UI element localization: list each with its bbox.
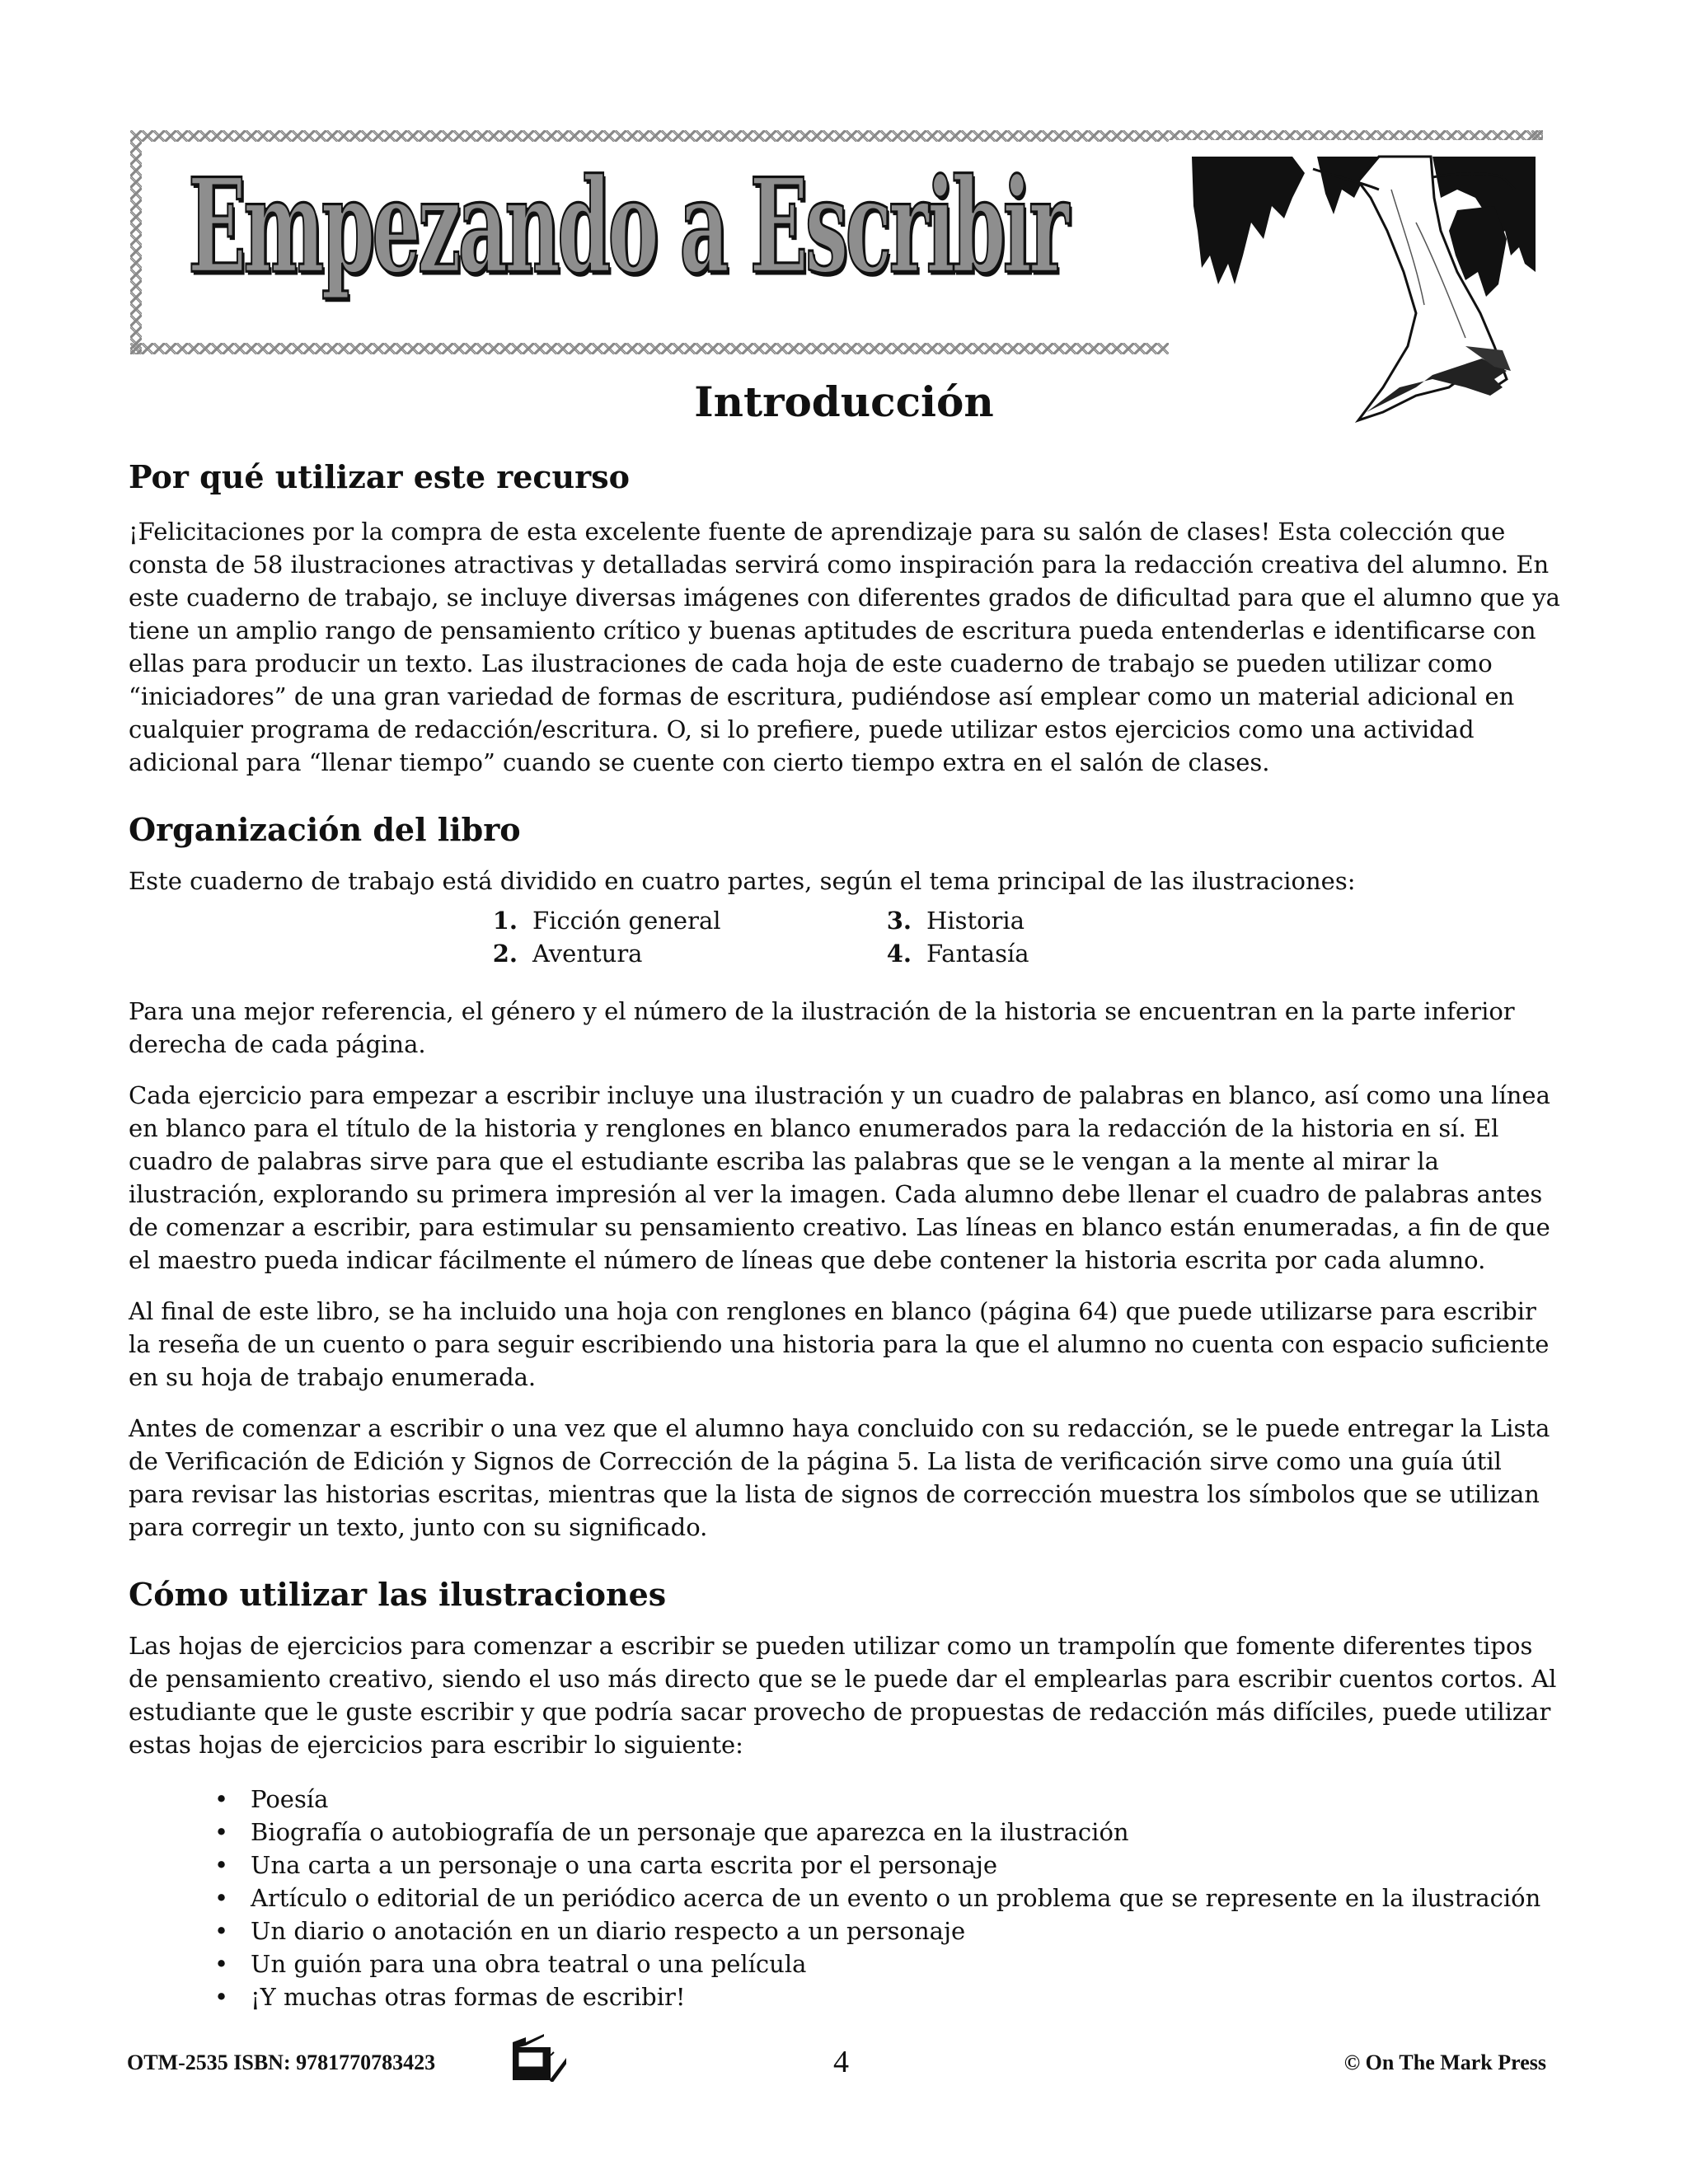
bullet-icon: • [214,1917,229,1945]
copyright-notice: © On The Mark Press [1343,2050,1546,2074]
introduction-heading-text: Introducción [694,377,994,426]
list-label: Un guión para una obra teatral o una película [251,1950,807,1978]
list-label: Artículo o editorial de un periódico acerca de un evento o un problema que se represente en la ilustración [251,1884,1541,1912]
list-item [214,1882,1563,1915]
list-label: Aventura [532,940,643,968]
list-item [475,937,642,970]
introduction-heading [0,377,1688,427]
list-label: Historia [926,907,1025,935]
bullet-icon: • [214,1884,229,1912]
bullet-icon: • [214,1950,229,1978]
list-number: 3. [886,907,912,935]
document-body [129,457,1563,2013]
parts-list [129,904,1563,977]
decorative-border-left [130,130,142,354]
section-heading-organization: Organización del libro [129,811,521,848]
paragraph: Antes de comenzar a escribir o una vez que el alumno haya concluido con su redacción, se le puede entregar la Lista de Verificación de Edición y Signos de Corrección de la página 5. La lista de verificación sirve como una guía útil para revisar las historias escritas, mientras que la lista de signos de corrección muestra los símbolos que se utilizan para corregir un texto, junto con su significado. [129,1414,1550,1541]
list-label: Ficción general [532,907,721,935]
section-why [129,457,1563,779]
paragraph: Para una mejor referencia, el género y el número de la ilustración de la historia se encuentran en la parte inferior derecha de cada página. [129,997,1515,1058]
writing-forms-list [129,1783,1563,2013]
list-item [869,937,1029,970]
banner-title: Empezando a Escribir [188,150,1067,303]
paragraph: Al final de este libro, se ha incluido una hoja con renglones en blanco (página 64) que puede utilizarse para escribir la reseña de un cuento o para seguir escribiendo una historia para la que el alumno no cuenta con espacio suficiente en su hoja de trabajo enumerada. [129,1297,1550,1391]
list-label: Biografía o autobiografía de un personaje que aparezca en la ilustración [251,1818,1129,1846]
list-item [214,1849,1563,1882]
list-number: 1. [492,907,518,935]
list-number: 2. [492,940,518,968]
list-label: Poesía [251,1785,329,1813]
bullet-icon: • [214,1983,229,2011]
list-item [475,904,721,937]
page-number: 4 [833,2045,849,2079]
section-how [129,1575,1563,2013]
list-number: 4. [886,940,912,968]
list-item [214,1947,1563,1980]
bullet-icon: • [214,1818,229,1846]
page-footer [127,2027,1546,2085]
list-label: Fantasía [926,940,1029,968]
section-heading-how: Cómo utilizar las ilustraciones [129,1576,667,1613]
isbn-code: OTM-2535 ISBN: 9781770783423 [127,2050,436,2074]
bullet-icon: • [214,1785,229,1813]
paragraph: Cada ejercicio para empezar a escribir incluye una ilustración y un cuadro de palabras en blanco, así como una línea en blanco para el título de la historia y renglones en blanco enumerados para la redacción de la historia en sí. El cuadro de palabras sirve para que el estudiante escriba las palabras que se le vengan a la mente al mirar la ilustración, explorando su primera impresión al ver la imagen. Cada alumno debe llenar el cuadro de palabras antes de comenzar a escribir, para estimular su pensamiento creativo. Las líneas en blanco están enumeradas, a fin de que el maestro pueda indicar fácilmente el número de líneas que debe contener la historia escrita por cada alumno. [129,1081,1550,1274]
list-item [214,1783,1563,1816]
list-item [214,1816,1563,1849]
list-item [214,1915,1563,1947]
paragraph: Las hojas de ejercicios para comenzar a escribir se pueden utilizar como un trampolín que fomente diferentes tipos de pensamiento creativo, siendo el uso más directo que se le puede dar el emplearlas para escribir cuentos cortos. Al estudiante que le guste escribir y que podría sacar provecho de propuestas de redacción más difíciles, puede utilizar estas hojas de ejercicios para escribir lo siguiente: [129,1632,1557,1759]
paragraph: ¡Felicitaciones por la compra de esta excelente fuente de aprendizaje para su salón de clases! Esta colección que consta de 58 ilustraciones atractivas y detalladas servirá como inspiración para la redacción creativa del alumno. En este cuaderno de trabajo, se incluye diversas imágenes con diferentes grados de dificultad para que el alumno que ya tiene un amplio rango de pensamiento crítico y buenas aptitudes de escritura pueda entenderlas e identificarse con ellas para producir un texto. Las ilustraciones de cada hoja de este cuaderno de trabajo se pueden utilizar como “iniciadores” de una gran variedad de formas de escritura, pudiéndose así emplear como un material adicional en cualquier programa de redacción/escritura. O, si lo prefiere, puede utilizar estos ejercicios como una actividad adicional para “llenar tiempo” cuando se cuente con cierto tiempo extra en el salón de clases. [129,518,1560,776]
list-item [869,904,1025,937]
bullet-icon: • [214,1851,229,1879]
list-label: Un diario o anotación en un diario respecto a un personaje [251,1917,966,1945]
paragraph: Este cuaderno de trabajo está dividido en cuatro partes, según el tema principal de las ilustraciones: [129,867,1356,895]
list-label: Una carta a un personaje o una carta escrita por el personaje [251,1851,998,1879]
list-label: ¡Y muchas otras formas de escribir! [251,1983,686,2011]
section-heading-why: Por qué utilizar este recurso [129,458,630,495]
list-item [214,1980,1563,2013]
section-organization [129,810,1563,1544]
photocopier-icon [511,2034,569,2082]
